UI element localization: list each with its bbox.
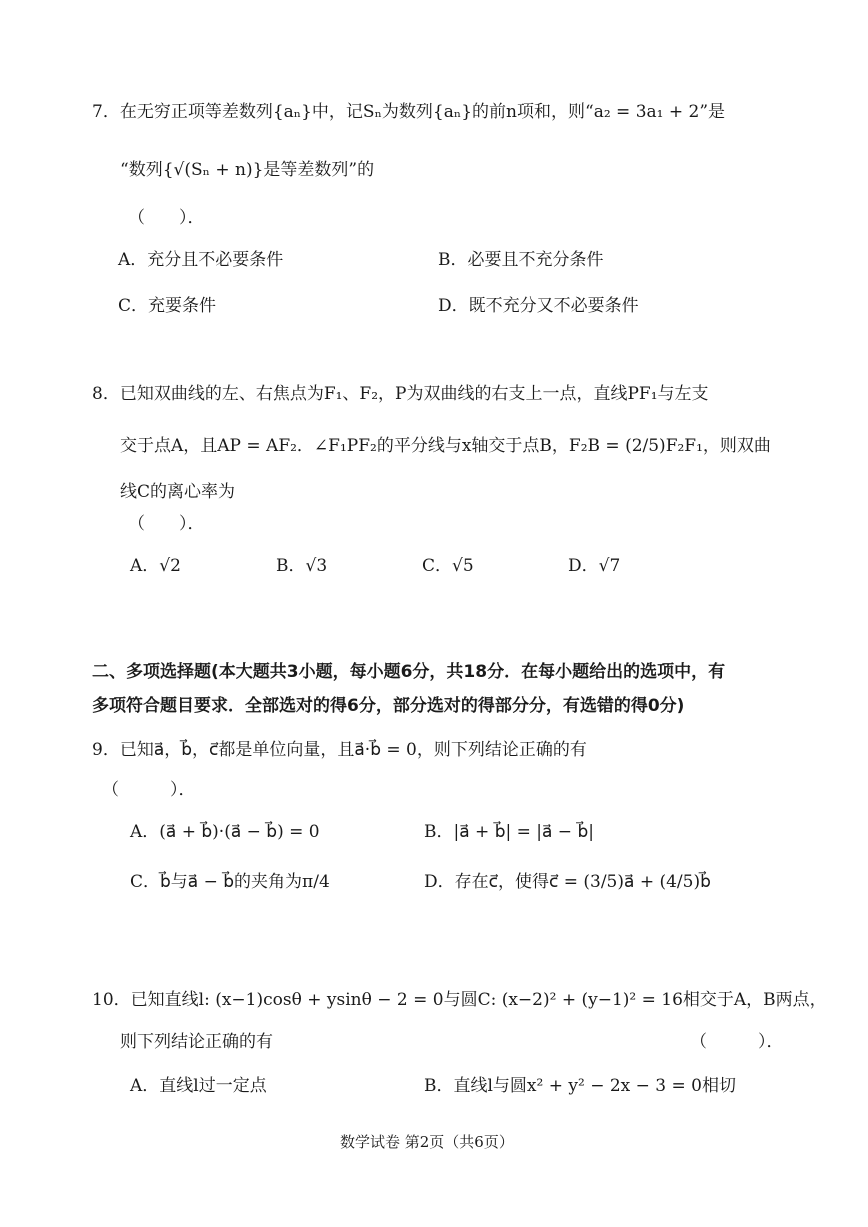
q7-option-b: B．必要且不充分条件 [438,250,604,270]
q7-line1: 7．在无穷正项等差数列{aₙ}中，记Sₙ为数列{aₙ}的前n项和，则“a₂ = 3a₁ + 2”是 [92,102,726,122]
q9-option-d: D．存在c⃗，使得c⃗ = (3/5)a⃗ + (4/5)b⃗ [424,872,711,892]
q8-line2: 交于点A，且AP = AF₂．∠F₁PF₂的平分线与x轴交于点B，F₂B = (2/5)F₂F₁，则双曲 [120,436,771,456]
q9-option-b: B．|a⃗ + b⃗| = |a⃗ − b⃗| [424,822,594,842]
q7-line2: “数列{√(Sₙ + n)}是等差数列”的 [120,160,375,180]
q8-answer-paren: （ ）． [128,514,205,534]
q7-option-d: D．既不充分又不必要条件 [438,296,639,316]
q10-line1: 10．已知直线l: (x−1)cosθ + ysinθ − 2 = 0与圆C: (x−2)² + (y−1)² = 16相交于A，B两点， [92,990,827,1010]
q8-line1: 8．已知双曲线的左、右焦点为F₁、F₂，P为双曲线的右支上一点，直线PF₁与左支 [92,384,709,404]
q7-answer-paren: （ ）． [128,208,205,228]
q10-option-a: A．直线l过一定点 [130,1076,267,1096]
q8-option-d: D．√7 [568,556,621,576]
q8-option-a: A．√2 [130,556,181,576]
q9-answer-paren: （ ）． [102,780,196,800]
section2-heading-line1: 二、多项选择题(本大题共3小题，每小题6分，共18分．在每小题给出的选项中，有 [92,662,726,682]
q10-answer-paren: （ ）． [690,1032,784,1052]
q8-option-b: B．√3 [276,556,328,576]
q10-option-b: B．直线l与圆x² + y² − 2x − 3 = 0相切 [424,1076,736,1096]
page-footer: 数学试卷 第2页（共6页） [340,1133,514,1151]
q7-option-c: C．充要条件 [118,296,217,316]
q10-line2: 则下列结论正确的有 [120,1032,273,1052]
q9-option-c: C．b⃗与a⃗ − b⃗的夹角为π/4 [130,872,330,892]
q8-line3: 线C的离心率为 [120,482,236,502]
q8-option-c: C．√5 [422,556,474,576]
section2-heading-line2: 多项符合题目要求．全部选对的得6分，部分选对的得部分分，有选错的得0分) [92,696,685,716]
q9-option-a: A．(a⃗ + b⃗)·(a⃗ − b⃗) = 0 [130,822,320,842]
q7-option-a: A．充分且不必要条件 [118,250,284,270]
q9-line1: 9．已知a⃗，b⃗，c⃗都是单位向量，且a⃗·b⃗ = 0，则下列结论正确的有 [92,740,587,760]
